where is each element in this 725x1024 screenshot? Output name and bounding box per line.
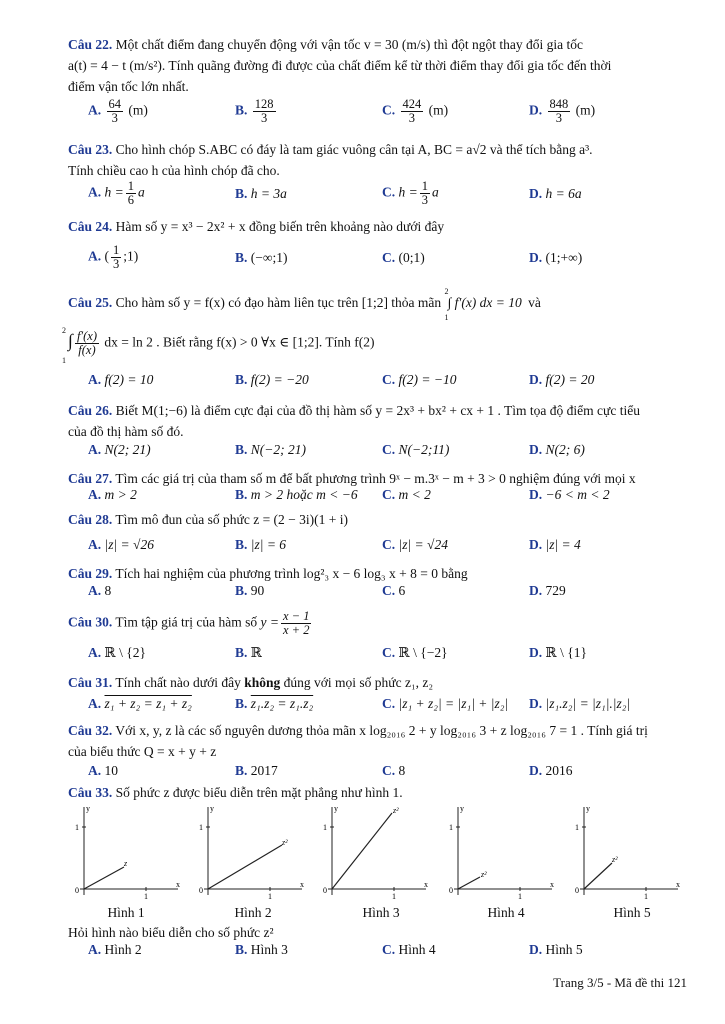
math: |z| = √26 [104, 537, 154, 552]
option-b[interactable] [235, 942, 288, 958]
answer: 2017 [250, 763, 278, 778]
option-label: D. [529, 696, 543, 711]
math: ℝ \ {2} [104, 645, 146, 660]
option-c[interactable] [382, 250, 425, 266]
option-label: D. [529, 942, 543, 957]
option-label: D. [529, 763, 543, 778]
option-b[interactable] [235, 763, 278, 779]
option-d[interactable] [529, 98, 595, 125]
math: (0;1) [398, 250, 425, 265]
question-23 [68, 139, 690, 181]
question-32 [68, 720, 690, 762]
option-c[interactable] [382, 763, 405, 779]
math: (−∞;1) [250, 250, 288, 265]
math: |z| = 4 [545, 537, 581, 552]
question-number: Câu 33. [68, 785, 113, 800]
answer: 8 [104, 583, 112, 598]
question-text: Cho hình chóp S.ABC có đáy là tam giác vuông cân tại A, BC = a√2 và thể tích bằng a³. [115, 142, 593, 157]
math: f(2) = −20 [250, 372, 309, 387]
option-a[interactable] [88, 942, 142, 958]
math: ;1) [123, 248, 139, 264]
option-label: B. [235, 487, 248, 502]
options-29 [88, 583, 688, 605]
point-label: z² [612, 855, 618, 864]
option-c[interactable] [382, 645, 448, 661]
axis-x-label: x [176, 880, 180, 889]
option-d[interactable] [529, 537, 581, 553]
option-c[interactable] [382, 537, 448, 553]
option-a[interactable] [88, 487, 137, 503]
question-text: a(t) = 4 − t (m/s²). Tính quãng đường đi được của chất điểm kể từ thời điểm thay đổi gia tốc đến thời [68, 58, 612, 73]
question-29 [68, 563, 690, 584]
option-b[interactable] [235, 645, 262, 661]
option-b[interactable] [235, 442, 306, 458]
tick-label: 1 [323, 823, 327, 832]
option-b[interactable] [235, 487, 358, 503]
question-text: Hàm số y = x³ − 2x² + x đồng biến trên khoảng nào dưới đây [115, 219, 445, 234]
question-text: Tìm mô đun của số phức z = (2 − 3i)(1 + i) [115, 512, 349, 527]
emphasis: không [244, 675, 281, 690]
option-label: B. [235, 583, 248, 598]
question-text: của đồ thị hàm số đó. [68, 424, 184, 439]
fraction [548, 98, 571, 125]
question-text: Với x, y, z là các số nguyên dương thỏa mãn x log₂₀₁₆ 2 + y log₂₀₁₆ 3 + z log₂₀₁₆ 7 = 1 . Tính giá trị [115, 723, 648, 738]
denominator: 3 [408, 111, 415, 125]
options-23 [88, 180, 688, 210]
math: h = [398, 184, 418, 200]
option-label: A. [88, 248, 102, 264]
option-label: B. [235, 763, 248, 778]
option-b[interactable] [235, 537, 286, 553]
options-22 [88, 98, 688, 134]
math: h = [104, 184, 124, 200]
origin-label: 0 [75, 886, 79, 895]
option-d[interactable] [529, 372, 594, 388]
option-a[interactable] [88, 180, 145, 207]
question-text: Biết M(1;−6) là điểm cực đại của đồ thị hàm số y = 2x³ + bx² + cx + 1 . Tìm tọa độ điểm cực tiểu [115, 403, 640, 418]
math: z₁ + z₂ = z₁ + z₂ [104, 696, 192, 711]
axis-x-label: x [676, 880, 680, 889]
math: h = 3a [250, 186, 287, 201]
question-30 [68, 610, 690, 637]
numerator: 848 [549, 97, 569, 111]
option-c[interactable] [382, 487, 431, 503]
axis-y-label: y [334, 804, 338, 813]
question-text: và [528, 295, 541, 310]
options-24 [88, 244, 688, 274]
option-d[interactable] [529, 583, 566, 599]
options-33 [88, 942, 688, 964]
question-text: của biểu thức Q = x + y + z [68, 744, 217, 759]
math: ℝ [250, 645, 262, 660]
question-number: Câu 24. [68, 219, 113, 234]
question-number: Câu 32. [68, 723, 113, 738]
question-number: Câu 31. [68, 675, 113, 690]
question-26 [68, 400, 690, 442]
math: |z₁.z₂| = |z₁|.|z₂| [545, 696, 631, 711]
denominator: f(x) [78, 343, 96, 357]
option-a[interactable] [88, 696, 192, 712]
question-text: Tìm các giá trị của tham số m để bất phương trình 9ˣ − m.3ˣ − m + 3 > 0 nghiệm đúng với mọi x [115, 471, 636, 486]
option-label: B. [235, 372, 248, 387]
math: N(2; 21) [104, 442, 151, 457]
math: f(2) = −10 [398, 372, 457, 387]
axis-y-label: y [460, 804, 464, 813]
math: y = [260, 614, 279, 630]
option-c[interactable] [382, 180, 439, 207]
math: ℝ \ {−2} [398, 645, 448, 660]
option-label: A. [88, 942, 102, 957]
question-number: Câu 29. [68, 566, 113, 581]
option-d[interactable] [529, 487, 610, 503]
option-b[interactable] [235, 372, 309, 388]
option-c[interactable] [382, 696, 508, 712]
tick-label: 1 [75, 823, 79, 832]
option-label: B. [235, 696, 248, 711]
fraction [126, 180, 136, 207]
denominator: x + 2 [282, 623, 310, 637]
answer: Hình 2 [104, 942, 142, 957]
question-24 [68, 216, 690, 237]
numerator: 1 [421, 179, 428, 193]
option-c[interactable] [382, 442, 449, 458]
option-label: C. [382, 487, 396, 502]
question-number: Câu 23. [68, 142, 113, 157]
figure-caption: Hình 3 [362, 905, 400, 920]
question-number: Câu 22. [68, 37, 113, 52]
option-label: A. [88, 583, 102, 598]
numerator: f′(x) [76, 329, 98, 343]
math: h = 6a [545, 186, 582, 201]
option-label: C. [382, 583, 396, 598]
math: |z| = 6 [250, 537, 287, 552]
unit: (m) [128, 102, 148, 118]
option-label: C. [382, 442, 396, 457]
option-label: B. [235, 442, 248, 457]
option-label: A. [88, 184, 102, 200]
option-label: D. [529, 442, 543, 457]
figure-hinh-2 [196, 803, 308, 899]
math: m > 2 hoặc m < −6 [250, 487, 358, 502]
option-d[interactable] [529, 186, 582, 202]
math: (1;+∞) [545, 250, 583, 265]
origin-label: 0 [449, 886, 453, 895]
question-text: Tính chiều cao h của hình chóp đã cho. [68, 163, 280, 178]
question-text: Tính chất nào dưới đây [115, 675, 241, 690]
option-a[interactable] [88, 244, 138, 271]
origin-label: 0 [575, 886, 579, 895]
math: f(2) = 20 [545, 372, 595, 387]
question-25 [68, 287, 690, 322]
tick-label: 1 [268, 892, 272, 899]
question-text: điểm vận tốc lớn nhất. [68, 79, 189, 94]
answer: 10 [104, 763, 118, 778]
option-label: C. [382, 696, 396, 711]
figure-hinh-1 [72, 803, 184, 899]
numerator: 424 [402, 97, 422, 111]
math: ( [104, 248, 109, 264]
answer: 8 [398, 763, 406, 778]
point-label: z² [393, 806, 399, 815]
option-label: B. [235, 537, 248, 552]
option-label: A. [88, 487, 102, 502]
option-b[interactable] [235, 583, 264, 599]
option-label: A. [88, 645, 102, 660]
math: a [138, 184, 145, 200]
denominator: 3 [111, 111, 118, 125]
tick-label: 1 [392, 892, 396, 899]
question-text: Số phức z được biểu diễn trên mặt phẳng như hình 1. [115, 785, 403, 800]
option-d[interactable] [529, 942, 583, 958]
option-d[interactable] [529, 645, 587, 661]
denominator: 3 [421, 193, 428, 207]
axis-x-label: x [300, 880, 304, 889]
option-d[interactable] [529, 442, 585, 458]
fraction [401, 98, 424, 125]
question-text: Tích hai nghiệm của phương trình log²₃ x − 6 log₃ x + 8 = 0 bằng [115, 566, 468, 581]
options-31 [88, 696, 688, 718]
math: −6 < m < 2 [545, 487, 610, 502]
question-31 [68, 672, 690, 693]
axis-y-label: y [86, 804, 90, 813]
option-a[interactable] [88, 763, 118, 779]
tick-label: 1 [144, 892, 148, 899]
fraction [253, 98, 276, 125]
option-label: A. [88, 763, 102, 778]
figure-hinh-4 [446, 803, 558, 899]
answer: Hình 4 [398, 942, 436, 957]
integral [444, 287, 525, 322]
point-label: z [124, 859, 128, 868]
option-label: D. [529, 583, 543, 598]
option-label: A. [88, 537, 102, 552]
numerator: 128 [254, 97, 274, 111]
option-label: B. [235, 645, 248, 660]
option-label: A. [88, 372, 102, 387]
question-text: Cho hàm số y = f(x) có đạo hàm liên tục trên [1;2] thỏa mãn [115, 295, 442, 310]
option-label: B. [235, 102, 248, 118]
question-22 [68, 34, 690, 97]
question-text: Hỏi hình nào biểu diễn cho số phức z² [68, 925, 274, 940]
math: N(−2;11) [398, 442, 450, 457]
tick-label: 1 [644, 892, 648, 899]
tick-label: 1 [518, 892, 522, 899]
fraction [420, 180, 430, 207]
option-c[interactable] [382, 942, 436, 958]
answer: 90 [250, 583, 265, 598]
math: m < 2 [398, 487, 431, 502]
option-label: C. [382, 102, 396, 118]
question-text: Một chất điểm đang chuyển động với vận tốc v = 30 (m/s) thì đột ngột thay đổi gia tốc [115, 37, 583, 52]
denominator: 3 [261, 111, 268, 125]
origin-label: 0 [199, 886, 203, 895]
math: |z₁ + z₂| = |z₁| + |z₂| [398, 696, 509, 711]
axis-x-label: x [424, 880, 428, 889]
figure-hinh-5 [572, 803, 684, 899]
tick-label: 1 [449, 823, 453, 832]
question-33 [68, 782, 690, 803]
figure-hinh-3 [320, 803, 432, 899]
option-label: C. [382, 372, 396, 387]
options-26 [88, 442, 688, 464]
lower-limit: 1 [444, 313, 449, 322]
options-27 [88, 487, 688, 509]
math: f(2) = 10 [104, 372, 154, 387]
axis-x-label: x [550, 880, 554, 889]
option-c[interactable] [382, 98, 448, 125]
tick-label: 1 [575, 823, 579, 832]
option-label: C. [382, 645, 396, 660]
question-33-line2 [68, 922, 690, 943]
option-label: D. [529, 487, 543, 502]
numerator: x − 1 [282, 609, 310, 623]
fraction [75, 330, 99, 357]
page-footer: Trang 3/5 - Mã đề thi 121 [553, 975, 687, 990]
option-label: D. [529, 537, 543, 552]
option-label: D. [529, 250, 543, 265]
numerator: 1 [113, 243, 120, 257]
option-c[interactable] [382, 583, 405, 599]
denominator: 6 [127, 193, 134, 207]
denominator: 3 [555, 111, 562, 125]
tick-label: 1 [199, 823, 203, 832]
axis-y-label: y [586, 804, 590, 813]
option-label: B. [235, 250, 248, 265]
option-d[interactable] [529, 250, 582, 266]
question-number: Câu 27. [68, 471, 113, 486]
option-b[interactable] [235, 98, 278, 125]
answer: 6 [398, 583, 406, 598]
integral: 2 1 ∫ $\frac{f'(x)}{f(x)}$ [68, 330, 101, 357]
denominator: 3 [113, 257, 120, 271]
option-label: C. [382, 537, 396, 552]
answer: 2016 [545, 763, 573, 778]
upper-limit: 2 [62, 326, 66, 335]
math: |z| = √24 [398, 537, 448, 552]
option-b[interactable] [235, 250, 288, 266]
figure-caption: Hình 1 [107, 905, 145, 920]
question-number: Câu 25. [68, 295, 113, 310]
unit: (m) [575, 102, 596, 118]
math: a [432, 184, 439, 200]
figure-caption: Hình 4 [487, 905, 525, 920]
numerator: 64 [108, 97, 121, 111]
option-label: D. [529, 372, 543, 387]
option-label: C. [382, 184, 396, 200]
question-28 [68, 509, 690, 530]
question-text: dx = ln 2 . Biết rằng f(x) > 0 ∀x ∈ [1;2]. Tính f(2) [104, 334, 375, 350]
question-number: Câu 28. [68, 512, 113, 527]
origin-label: 0 [323, 886, 327, 895]
options-28 [88, 537, 688, 559]
fraction [111, 244, 121, 271]
axis-y-label: y [210, 804, 214, 813]
upper-limit: 2 [444, 287, 449, 296]
option-b[interactable] [235, 696, 313, 712]
option-label: A. [88, 102, 102, 118]
option-a[interactable] [88, 583, 111, 599]
lower-limit: 1 [62, 356, 66, 365]
option-label: A. [88, 442, 102, 457]
options-30 [88, 645, 688, 667]
math: z₁.z₂ = z₁.z₂ [250, 696, 314, 711]
option-label: D. [529, 102, 543, 118]
question-27 [68, 468, 690, 489]
math: ∫ f′(x) dx = 10 [447, 295, 522, 310]
answer: Hình 5 [545, 942, 583, 957]
option-a[interactable] [88, 645, 146, 661]
option-d[interactable] [529, 696, 630, 712]
option-label: A. [88, 696, 102, 711]
question-text: Tìm tập giá trị của hàm số [115, 614, 258, 630]
question-number: Câu 26. [68, 403, 113, 418]
option-a[interactable] [88, 372, 153, 388]
option-label: D. [529, 645, 543, 660]
math: N(2; 6) [545, 442, 585, 457]
option-label: C. [382, 942, 396, 957]
unit: (m) [428, 102, 449, 118]
math: ℝ \ {1} [545, 645, 587, 660]
answer: Hình 3 [250, 942, 288, 957]
figure-caption: Hình 5 [613, 905, 651, 920]
question-25-line2 [62, 326, 690, 365]
option-label: C. [382, 250, 396, 265]
question-number: Câu 30. [68, 614, 113, 630]
option-a[interactable] [88, 98, 148, 125]
answer: 729 [545, 583, 566, 598]
fraction [281, 610, 311, 637]
point-label: z² [282, 838, 288, 847]
option-label: B. [235, 942, 248, 957]
option-a[interactable] [88, 442, 151, 458]
option-label: D. [529, 186, 543, 201]
option-a[interactable] [88, 537, 154, 553]
numerator: 1 [127, 179, 134, 193]
math: m > 2 [104, 487, 137, 502]
fraction [107, 98, 124, 125]
math: N(−2; 21) [250, 442, 306, 457]
option-d[interactable] [529, 763, 573, 779]
option-b[interactable] [235, 186, 287, 202]
option-c[interactable] [382, 372, 456, 388]
option-label: B. [235, 186, 248, 201]
option-label: C. [382, 763, 396, 778]
options-25 [88, 372, 688, 394]
figure-caption: Hình 2 [234, 905, 272, 920]
question-text: đúng với mọi số phức z₁, z₂ [283, 675, 434, 690]
point-label: z² [481, 870, 487, 879]
